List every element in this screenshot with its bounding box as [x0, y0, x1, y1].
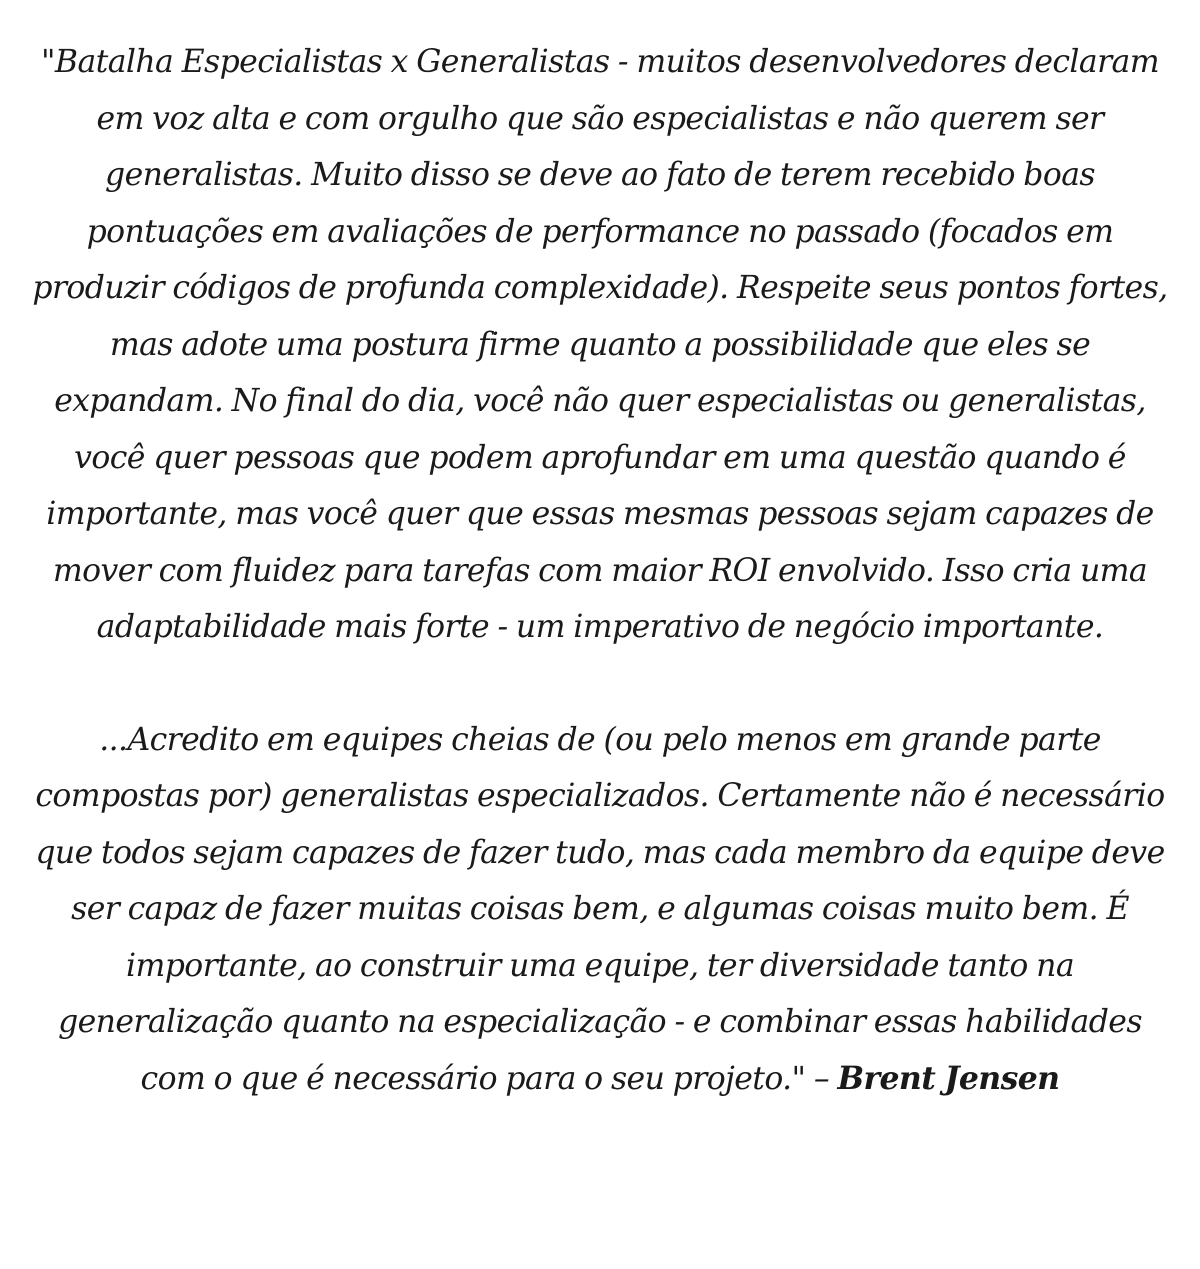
quote-paragraph-1: "Batalha Especialistas x Generalistas - muitos desenvolvedores declaram em voz alta e com orgulho que são especialistas e não querem ser generalistas. Muito disso se deve ao fato de terem recebido boas pontuações em avaliações de performance no passado (focados em produzir códigos de profunda complexidade). Respeite seus pontos fortes, mas adote uma postura firme quanto a possibilidade que eles se expandam. No final do dia, você não quer especialistas ou generalistas, você quer pessoas que podem aprofundar em uma questão quando é importante, mas você quer que essas mesmas pessoas sejam capazes de mover com fluidez para tarefas com maior ROI envolvido. Isso cria uma adaptabilidade mais forte - um imperativo de negócio importante. [32, 44, 1168, 645]
attribution-dash: – [805, 1060, 838, 1097]
quote-paragraph-2-text: ...Acredito em equipes cheias de (ou pelo menos em grande parte compostas por) generalistas especializados. Certamente não é necessário que todos sejam capazes de fazer tudo, mas cada membro da equipe deve ser capaz de fazer muitas coisas bem, e algumas coisas muito bem. É importante, ao construir uma equipe, ter diversidade tanto na generalização quanto na especialização - e combinar essas habilidades com o que é necessário para o seu projeto." [35, 721, 1165, 1097]
quote-author: Brent Jensen [837, 1059, 1060, 1097]
quote-paragraph-2 [30, 712, 1170, 1108]
